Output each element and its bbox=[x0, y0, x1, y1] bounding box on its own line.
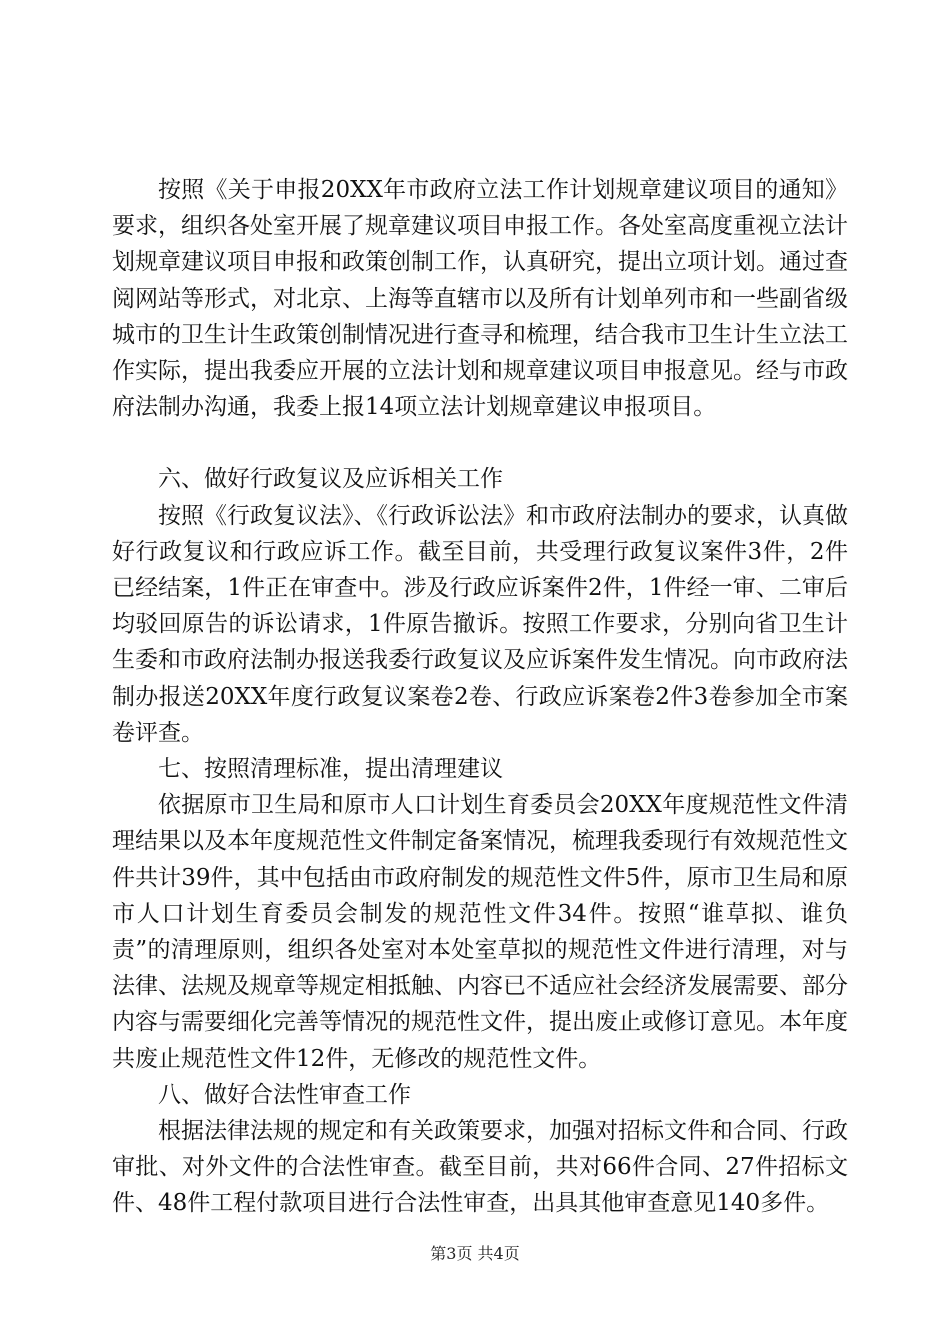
document-body bbox=[112, 172, 848, 1222]
section-heading-7: 七、按照清理标准，提出清理建议 bbox=[158, 756, 503, 783]
section-heading-6: 六、做好行政复议及应诉相关工作 bbox=[158, 466, 503, 493]
paragraph-legality-review: 根据法律法规的规定和有关政策要求，加强对招标文件和合同、行政审批、对外文件的合法性审查。截至目前，共对66件合同、27件招标文件、48件工程付款项目进行合法性审查，出具其他审查意见140多件。 bbox=[112, 1118, 848, 1217]
paragraph-regulation-proposals: 按照《关于申报20XX年市政府立法工作计划规章建议项目的通知》要求，组织各处室开展了规章建议项目申报工作。各处室高度重视立法计划规章建议项目申报和政策创制工作，认真研究，提出立项计划。通过查阅网站等形式，对北京、上海等直辖市以及所有计划单列市和一些副省级城市的卫生计生政策创制情况进行查寻和梳理，结合我市卫生计生立法工作实际，提出我委应开展的立法计划和规章建议项目申报意见。经与市政府法制办沟通，我委上报14项立法计划规章建议申报项目。 bbox=[112, 177, 848, 421]
page-number-footer: 第3页 共4页 bbox=[430, 1244, 520, 1263]
section-heading-8: 八、做好合法性审查工作 bbox=[158, 1081, 411, 1108]
paragraph-administrative-review: 按照《行政复议法》、《行政诉讼法》和市政府法制办的要求，认真做好行政复议和行政应诉工作。截至目前，共受理行政复议案件3件，2件已经结案，1件正在审查中。涉及行政应诉案件2件，1件经一审、二审后均驳回原告的诉讼请求，1件原告撤诉。按照工作要求，分别向省卫生计生委和市政府法制办报送我委行政复议及应诉案件发生情况。向市政府法制办报送20XX年度行政复议案卷2卷、行政应诉案卷2件3卷参加全市案卷评查。 bbox=[112, 502, 848, 746]
paragraph-document-cleanup: 依据原市卫生局和原市人口计划生育委员会20XX年度规范性文件清理结果以及本年度规范性文件制定备案情况，梳理我委现行有效规范性文件共计39件，其中包括由市政府制发的规范性文件5件，原市卫生局和原市人口计划生育委员会制发的规范性文件34件。按照“谁草拟、谁负责”的清理原则，组织各处室对本处室草拟的规范性文件进行清理，对与法律、法规及规章等规定相抵触、内容已不适应社会经济发展需要、部分内容与需要细化完善等情况的规范性文件，提出废止或修订意见。本年度共废止规范性文件12件，无修改的规范性文件。 bbox=[112, 792, 848, 1072]
